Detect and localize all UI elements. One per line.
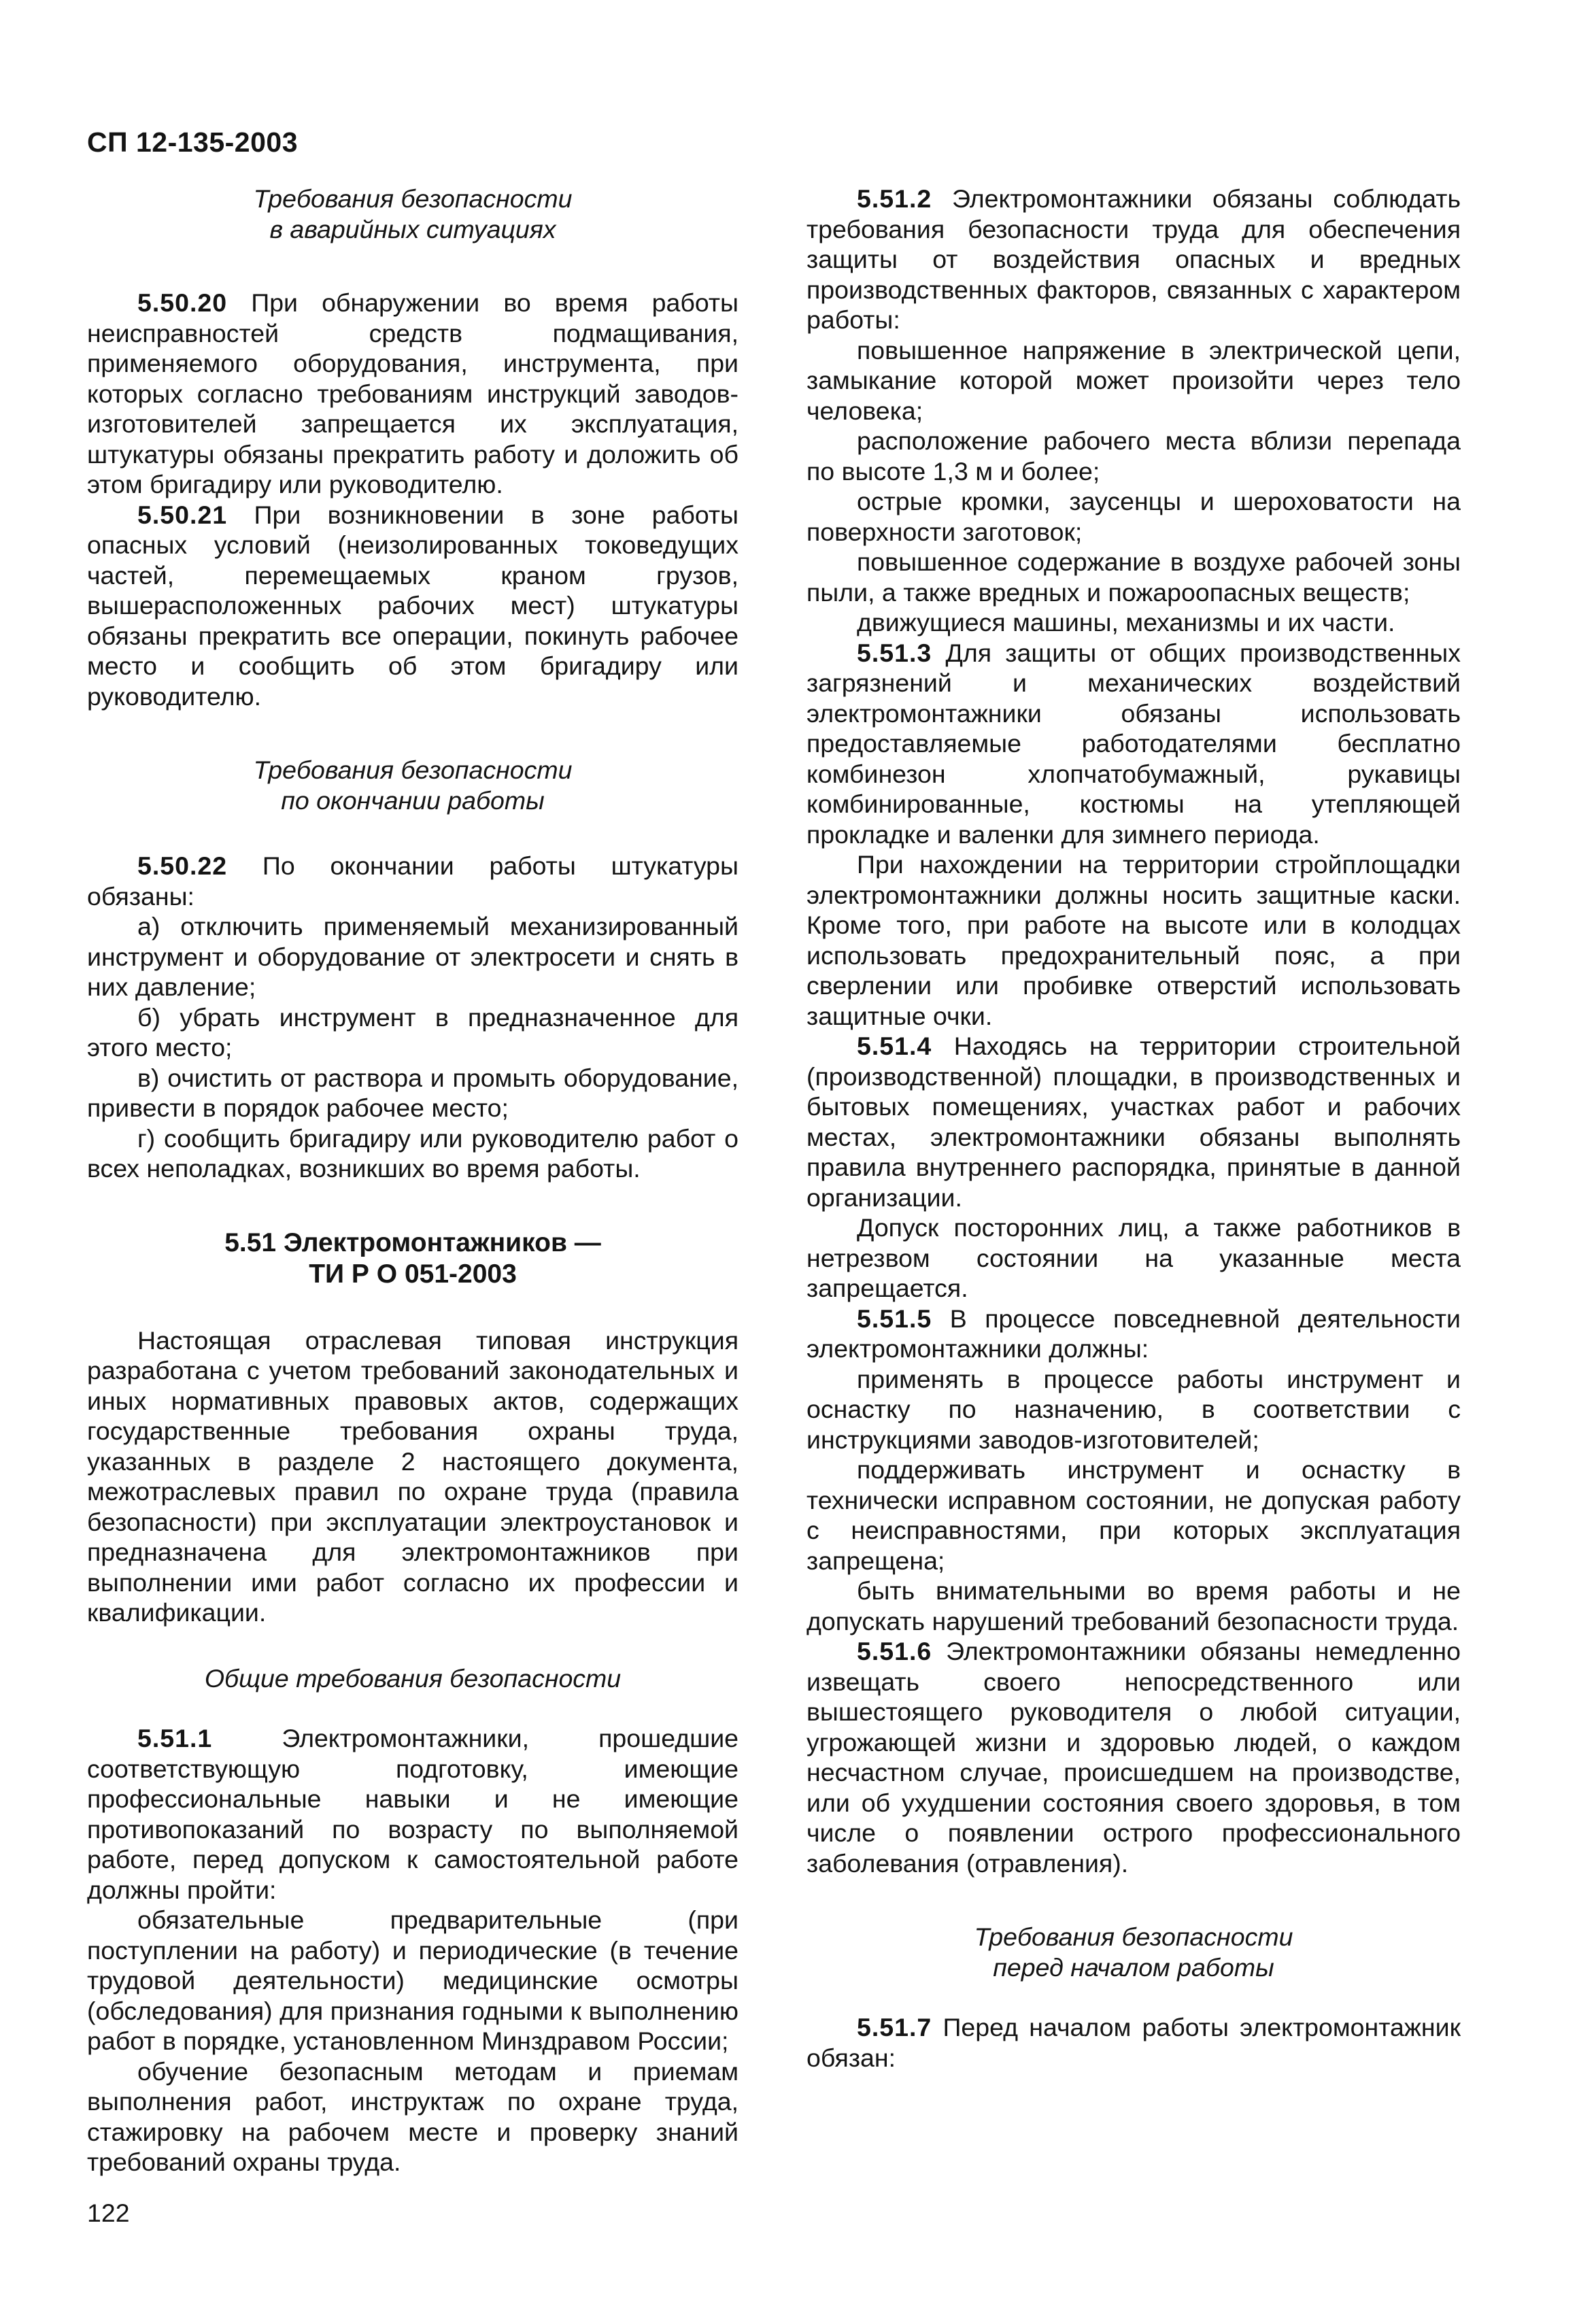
emergency-heading: Требования безопасности в аварийных ситуациях bbox=[253, 184, 573, 243]
clause-5-51-6: 5.51.6 Электромонтажники обязаны немедленно извещать своего непосредственного или вышестоящего руководителя о любой ситуации, угрожающей жизни и здоровью людей, о каждом несчастном случае, происшедшем на производстве, или об ухудшении состояния своего здоровья, в том числе о появлении острого профессионального заболевания (отравления). bbox=[807, 1637, 1461, 1878]
clause-5-51-1: 5.51.1 Электромонтажники, прошедшие соответствующую подготовку, имеющие профессиональные навыки и не имеющие противопоказаний по возрасту по выполняемой работе, перед допуском к самостоятельной работе должны пройти: bbox=[87, 1724, 738, 1904]
list-item: быть внимательными во время работы и не допускать нарушений требований безопасности труда. bbox=[807, 1576, 1461, 1635]
clause-5-51-2: 5.51.2 Электромонтажники обязаны соблюдать требования безопасности труда для обеспечения защиты от воздействия опасных и вредных производственных факторов, связанных с характером работы: bbox=[807, 184, 1461, 334]
general-requirements-heading: Общие требования безопасности bbox=[204, 1663, 622, 1693]
clause-5-51-4: 5.51.4 Находясь на территории строительной (производственной) площадки, в производственных и бытовых помещениях, участках работ и рабочих местах, электромонтажники обязаны выполнять правила внутреннего распорядка, принятые в данной организации. bbox=[807, 1032, 1461, 1212]
clause-5-50-21: 5.50.21 При возникновении в зоне работы опасных условий (неизолированных токоведущих частей, перемещаемых краном грузов, вышерасположенных рабочих мест) штукатуры обязаны прекратить все операции, покинуть рабочее место и сообщить об этом бригадиру или руководителю. bbox=[87, 500, 738, 711]
clause-5-51-4-access: Допуск посторонних лиц, а также работников в нетрезвом состоянии на указанные места запрещается. bbox=[807, 1213, 1461, 1302]
section-title: 5.51 Электромонтажников — ТИ Р О 051-2003 bbox=[224, 1227, 601, 1289]
list-item: расположение рабочего места вблизи перепада по высоте 1,3 м и более; bbox=[807, 426, 1461, 486]
list-item: повышенное напряжение в электрической цепи, замыкание которой может произойти через тело человека; bbox=[807, 335, 1461, 425]
list-item: а) отключить применяемый механизированный инструмент и оборудование от электросети и снять в них давление; bbox=[87, 912, 738, 1001]
right-column bbox=[807, 184, 1461, 2073]
section-intro: Настоящая отраслевая типовая инструкция разработана с учетом требований законодательных и иных нормативных правовых актов, содержащих государственные требования охраны труда, указанных в разделе 2 настоящего документа, межотраслевых правил по охране труда (правила безопасности) при эксплуатации электроустановок и предназначена для электромонтажников при выполнении ими работ согласно их профессии и квалификации. bbox=[87, 1325, 738, 1627]
list-item: острые кромки, заусенцы и шероховатости на поверхности заготовок; bbox=[807, 487, 1461, 546]
list-item: поддерживать инструмент и оснастку в технически исправном состоянии, не допуская работу с неисправностями, при которых эксплуатация запрещена; bbox=[807, 1455, 1461, 1575]
list-item: г) сообщить бригадиру или руководителю работ о всех неполадках, возникших во время работы. bbox=[87, 1123, 738, 1183]
clause-5-50-20: 5.50.20 При обнаружении во время работы неисправностей средств подмащивания, применяемого оборудования, инструмента, при которых согласно требованиям инструкций заводов-изготовителей запрещается их эксплуатация, штукатуры обязаны прекратить работу и доложить об этом бригадиру или руководителю. bbox=[87, 288, 738, 498]
list-item: в) очистить от раствора и промыть оборудование, привести в порядок рабочее место; bbox=[87, 1063, 738, 1122]
document-code: СП 12-135-2003 bbox=[87, 126, 298, 158]
end-of-work-heading: Требования безопасности по окончании работы bbox=[253, 756, 573, 815]
left-column bbox=[87, 184, 738, 2177]
list-item: повышенное содержание в воздухе рабочей зоны пыли, а также вредных и пожароопасных веществ; bbox=[807, 547, 1461, 607]
list-item: б) убрать инструмент в предназначенное для этого место; bbox=[87, 1002, 738, 1062]
clause-5-51-7: 5.51.7 Перед началом работы электромонтажник обязан: bbox=[807, 2013, 1461, 2072]
clause-5-51-3-helmets: При нахождении на территории стройплощадки электромонтажники должны носить защитные каски. Кроме того, при работе на высоте или в колодцах использовать предохранительный пояс, а при сверлении или пробивке отверстий использовать защитные очки. bbox=[807, 850, 1461, 1030]
clause-5-51-5: 5.51.5 В процессе повседневной деятельности электромонтажники должны: bbox=[807, 1304, 1461, 1363]
before-work-heading: Требования безопасности перед началом работы bbox=[974, 1922, 1293, 1982]
list-item: применять в процессе работы инструмент и оснастку по назначению, в соответствии с инструкциями заводов-изготовителей; bbox=[807, 1364, 1461, 1454]
clause-5-50-22: 5.50.22 По окончании работы штукатуры обязаны: bbox=[87, 851, 738, 911]
clause-5-51-1-medical: обязательные предварительные (при поступлении на работу) и периодические (в течение трудовой деятельности) медицинские осмотры (обследования) для признания годными к выполнению работ в порядке, установленном Минздравом России; bbox=[87, 1905, 738, 2055]
clause-5-51-3: 5.51.3 Для защиты от общих производственных загрязнений и механических воздействий электромонтажники обязаны использовать предоставляемые работодателями бесплатно комбинезон хлопчатобумажный, рукавицы комбинированные, костюмы на утепляющей прокладке и валенки для зимнего периода. bbox=[807, 638, 1461, 849]
list-item: движущиеся машины, механизмы и их части. bbox=[857, 608, 1395, 637]
page-number: 122 bbox=[87, 2199, 130, 2227]
clause-5-51-1-training: обучение безопасным методам и приемам выполнения работ, инструктаж по охране труда, стажировку на рабочем месте и проверку знаний требований охраны труда. bbox=[87, 2056, 738, 2176]
